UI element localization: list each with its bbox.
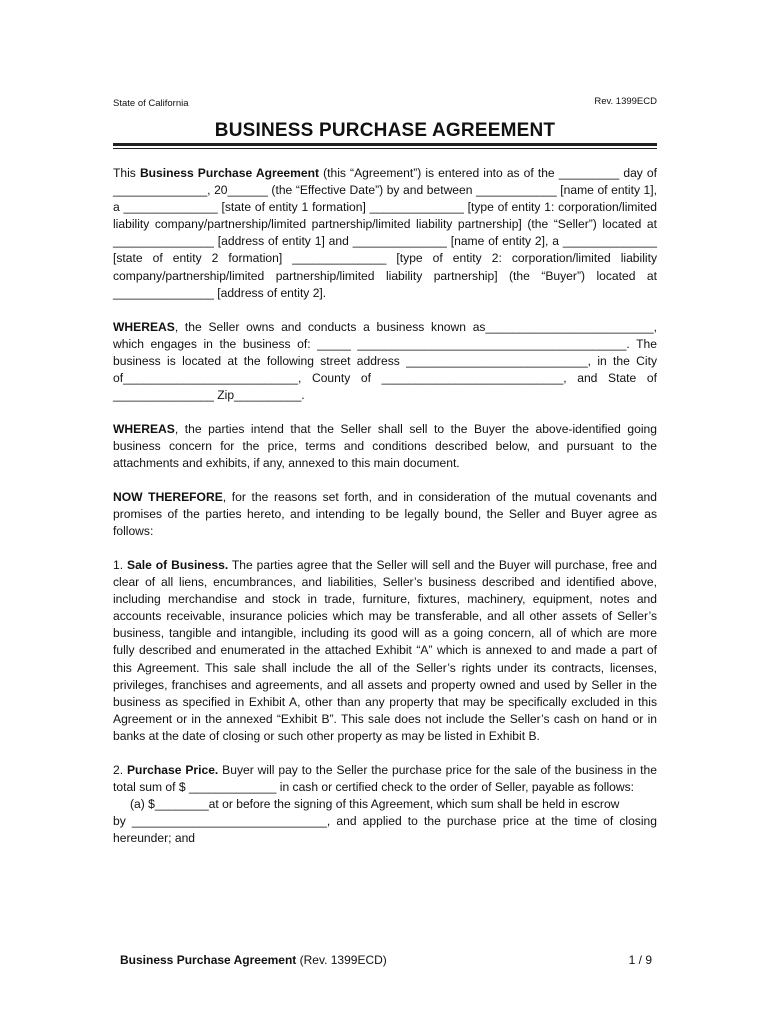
- now-therefore-bold: NOW THEREFORE: [113, 489, 223, 504]
- whereas-paragraph-1: [113, 319, 657, 404]
- whereas-2-text: , the parties intend that the Seller shall sell to the Buyer the above-identified going business concern for the price, terms and conditions described below, and pursuant to the attachments and exhibits, if any, annexed to this main document.: [113, 421, 657, 470]
- revision-label: Rev. 1399ECD: [594, 96, 657, 107]
- section-2-purchase-price: [113, 762, 657, 796]
- section-2-number: 2.: [113, 762, 127, 777]
- footer-title-bold: Business Purchase Agreement: [120, 953, 297, 967]
- section-1-number: 1.: [113, 557, 127, 572]
- whereas-2-bold: WHEREAS: [113, 421, 175, 436]
- section-2-heading: Purchase Price.: [126, 762, 219, 777]
- footer-title-rest: (Rev. 1399ECD): [296, 953, 387, 967]
- whereas-paragraph-2: [113, 421, 657, 472]
- intro-pre: This: [113, 166, 140, 180]
- title-rule-thin: [113, 148, 657, 149]
- section-1-text: The parties agree that the Seller will sell and the Buyer will purchase, free and clear of all liens, encumbrances, and liabilities, Seller’s business described and identified above, including merchandise and stock in trade, furniture, fixtures, machinery, equipment, notes and accounts receivable, insurance policies which may be transferable, and all other assets of Seller’s business, tangible and intangible, including its good will as a going concern, all of which are more fully described and enumerated in the attached Exhibit “A” which is annexed to and made a part of this Agreement. This sale shall include the all of the Seller’s rights under its contracts, licenses, privileges, franchises and agreements, and all assets and property owned and used by Seller in the business as specified in Exhibit A, other than any property that may be specifically excluded in this Agreement or in the annexed “Exhibit B”. This sale does not include the Seller’s cash on hand or in banks at the date of closing or such other property as may be listed in Exhibit B.: [113, 557, 657, 743]
- intro-bold: Business Purchase Agreement: [139, 166, 320, 180]
- footer-title: [120, 953, 387, 967]
- page-number: 1 / 9: [628, 953, 652, 967]
- whereas-1-bold: WHEREAS: [113, 319, 175, 334]
- document-title: BUSINESS PURCHASE AGREEMENT: [214, 120, 556, 141]
- section-2-text: Buyer will pay to the Seller the purchase price for the sale of the business in the total sum of $ _____________ in cash or certified check to the order of Seller, payable as follows:: [113, 762, 657, 794]
- intro-paragraph: [113, 165, 657, 302]
- section-2-sub-a-first: (a) $________at or before the signing of this Agreement, which sum shall be held in escrow: [130, 796, 620, 811]
- title-rule-thick: [113, 143, 657, 146]
- whereas-1-text: , the Seller owns and conducts a business known as_________________________, which engages in the business of: _____ ________________________________________. The business is located at the following street address ___________________________, in the City of__________________________, County of ___________________________, and State of _______________ Zip__________.: [113, 319, 657, 402]
- document-body: [113, 165, 657, 847]
- now-therefore-text: , for the reasons set forth, and in consideration of the mutual covenants and promises of the parties hereto, and intending to be legally bound, the Seller and Buyer agree as follows:: [113, 489, 658, 539]
- section-2-sub-a-rest: by _____________________________, and applied to the purchase price at the time of closing hereunder; and: [113, 814, 657, 846]
- state-label: State of California: [113, 98, 189, 109]
- section-1-sale-of-business: [113, 557, 657, 745]
- now-therefore-paragraph: [113, 489, 657, 540]
- section-1-heading: Sale of Business.: [127, 557, 229, 572]
- intro-text: (this “Agreement”) is entered into as of the _________ day of ______________, 20______ (the “Effective Date”) by and between ____________ [name of entity 1], a ______________ [state of entity 1 formation] ______________ [type of entity 1: corporation/limited liability company/partnership/limited partnership/limited liability partnership] (the “Seller”) located at _______________ [address of entity 1] and ______________ [name of entity 2], a ______________ [state of entity 2 formation] ______________ [type of entity 2: corporation/limited liability company/partnership/limited partnership/limited liability partnership] (the “Buyer”) located at _______________ [address of entity 2].: [113, 166, 658, 300]
